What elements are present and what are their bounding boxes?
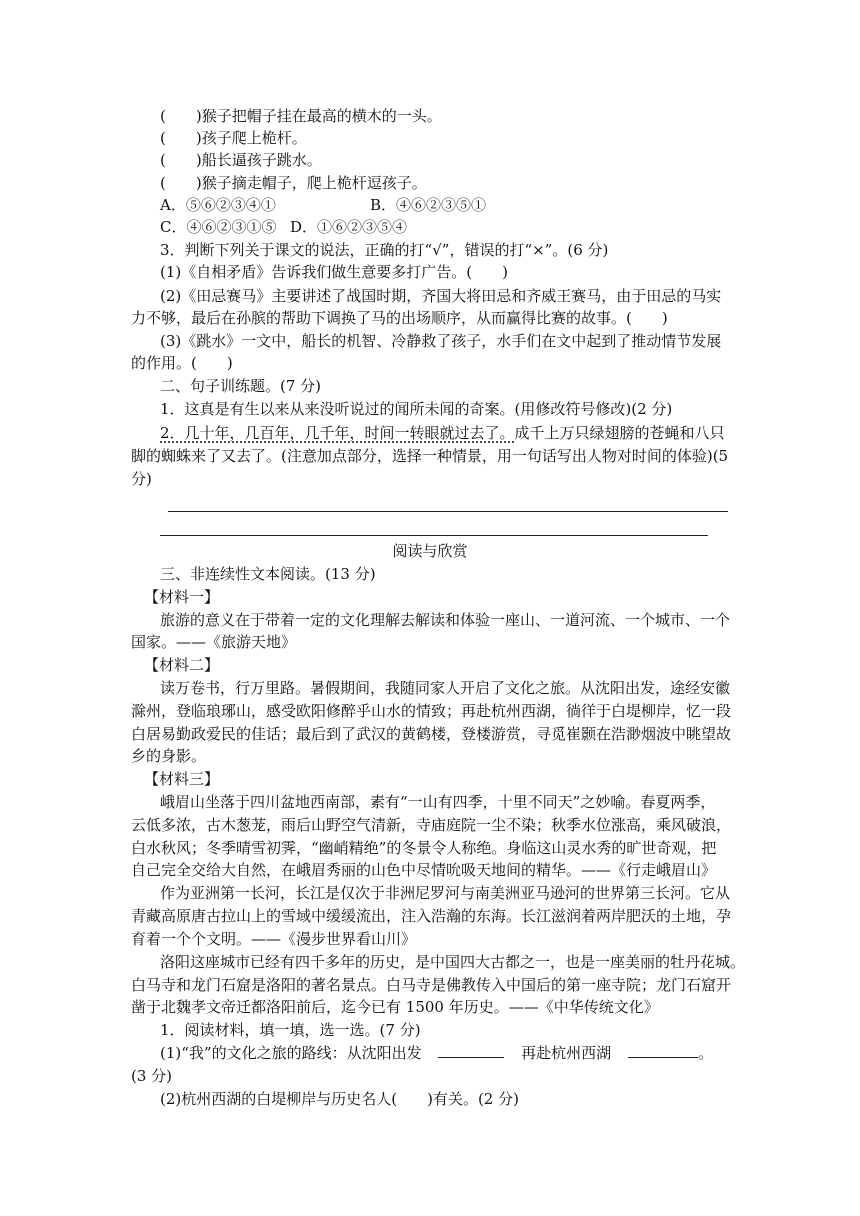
section-2-q1: 1．这真是有生以来从来没听说过的闻所未闻的奇案。(用修改符号修改)(2 分) (160, 400, 673, 418)
material-3c-line-1: 洛阳这座城市已经有四千多年的历史，是中国四大古都之一，也是一座美丽的牡丹花城。 (160, 953, 746, 971)
material-3c-line-3: 凿于北魏孝文帝迁都洛阳前后，迄今已有 1500 年历史。——《中华传统文化》 (131, 998, 659, 1016)
material-1-line-2: 国家。——《旅游天地》 (131, 633, 297, 651)
q3-title: 3．判断下列关于课文的说法，正确的打“√”，错误的打“×”。(6 分) (160, 241, 609, 259)
option-d: D．①⑥②③⑤④ (290, 218, 408, 236)
material-3a-line-3: 白水秋风；冬季晴雪初霁，“幽峭精绝”的冬景令人称绝。身临这山灵水秀的旷世奇观，把 (131, 839, 717, 857)
order-line-4: ( )猴子摘走帽子，爬上桅杆逗孩子。 (160, 174, 427, 192)
option-a: A．⑤⑥②③④① (160, 196, 276, 214)
section-2-q2-line-2: 脚的蜘蛛来了又去了。(注意加点部分，选择一种情景，用一句话写出人物对时间的体验)(5 (131, 447, 729, 465)
q3-item-2-line-1: (2)《田忌赛马》主要讲述了战国时期，齐国大将田忌和齐威王赛马，由于田忌的马实 (160, 287, 722, 305)
answer-line-1[interactable] (168, 511, 728, 512)
q1-1-prefix: (1)“我”的文化之旅的路线：从沈阳出发 (160, 1044, 422, 1062)
section-2-title: 二、句子训练题。(7 分) (160, 377, 322, 395)
section-3-q1-1 (160, 1043, 713, 1063)
dotted-phrase: 2．几十年，几百年，几千年，时间一转眼就过去了。 (160, 424, 515, 442)
section-2-q2-line-3: 分) (131, 470, 152, 488)
section-3-q1-1-score: (3 分) (131, 1067, 173, 1085)
material-2-line-3: 白居易勤政爱民的佳话；最后到了武汉的黄鹤楼，登楼游赏，寻觅崔颢在浩渺烟波中眺望故 (131, 725, 732, 743)
material-1-label: 【材料一】 (144, 588, 220, 606)
material-2-label: 【材料二】 (144, 656, 220, 674)
section-3-q1-2: (2)杭州西湖的白堤柳岸与历史名人( )有关。(2 分) (160, 1090, 519, 1108)
section-2-q2-line-1 (160, 423, 725, 443)
material-2-line-2: 滁州，登临琅琊山，感受欧阳修醉乎山水的情致；再赴杭州西湖，徜徉于白堤柳岸，忆一段 (131, 702, 732, 720)
q1-1-end: 。 (697, 1044, 713, 1062)
option-c: C．④⑥②③①⑤ (160, 218, 277, 236)
blank-route-1[interactable] (438, 1043, 504, 1058)
material-3-label: 【材料三】 (144, 770, 220, 788)
q3-item-2-line-2: 力不够，最后在孙膑的帮助下调换了马的出场顺序，从而赢得比赛的故事。( ) (131, 309, 668, 327)
q2-line-1-rest: 成千上万只绿翅膀的苍蝇和八只 (514, 424, 725, 442)
material-3b-line-2: 青藏高原唐古拉山上的雪域中缓缓流出，注入浩瀚的东海。长江滋润着两岸肥沃的土地，孕 (131, 907, 732, 925)
q3-item-3-line-2: 的作用。( ) (131, 354, 233, 372)
option-b: B．④⑥②③⑤① (370, 196, 487, 214)
order-line-1: ( )猴子把帽子挂在最高的横木的一头。 (160, 107, 442, 125)
blank-route-2[interactable] (628, 1043, 698, 1058)
order-line-3: ( )船长逼孩子跳水。 (160, 151, 322, 169)
order-line-2: ( )孩子爬上桅杆。 (160, 129, 307, 147)
material-3b-line-1: 作为亚洲第一长河，长江是仅次于非洲尼罗河与南美洲亚马逊河的世界第三长河。它从 (160, 884, 731, 902)
section-3-q1: 1．阅读材料，填一填，选一选。(7 分) (160, 1021, 421, 1039)
material-1-line-1: 旅游的意义在于带着一定的文化理解去解读和体验一座山、一道河流、一个城市、一个 (160, 611, 731, 629)
answer-line-2[interactable] (160, 535, 708, 536)
material-3c-line-2: 白马寺和龙门石窟是洛阳的著名景点。白马寺是佛教传入中国后的第一座寺院；龙门石窟开 (131, 976, 732, 994)
material-2-line-4: 乡的身影。 (131, 747, 207, 765)
material-3a-line-4: 自己完全交给大自然，在峨眉秀丽的山色中尽情吮吸天地间的精华。——《行走峨眉山》 (131, 861, 717, 879)
q3-item-1: (1)《自相矛盾》告诉我们做生意要多打广告。( ) (160, 263, 508, 281)
q1-1-middle: 再赴杭州西湖 (521, 1044, 612, 1062)
material-3b-line-3: 育着一个个文明。——《漫步世界看山川》 (131, 930, 417, 948)
material-3a-line-1: 峨眉山坐落于四川盆地西南部，素有“一山有四季，十里不同天”之妙喻。春夏两季， (160, 793, 716, 811)
material-3a-line-2: 云低多浓，古木葱茏，雨后山野空气清新，寺庙庭院一尘不染；秋季水位涨高，乘风破浪， (131, 816, 732, 834)
q3-item-3-line-1: (3)《跳水》一文中，船长的机智、冷静救了孩子，水手们在文中起到了推动情节发展 (160, 332, 722, 350)
section-3-title: 三、非连续性文本阅读。(13 分) (160, 565, 376, 583)
material-2-line-1: 读万卷书，行万里路。暑假期间，我随同家人开启了文化之旅。从沈阳出发，途经安徽 (160, 679, 731, 697)
reading-section-header: 阅读与欣赏 (392, 542, 468, 560)
